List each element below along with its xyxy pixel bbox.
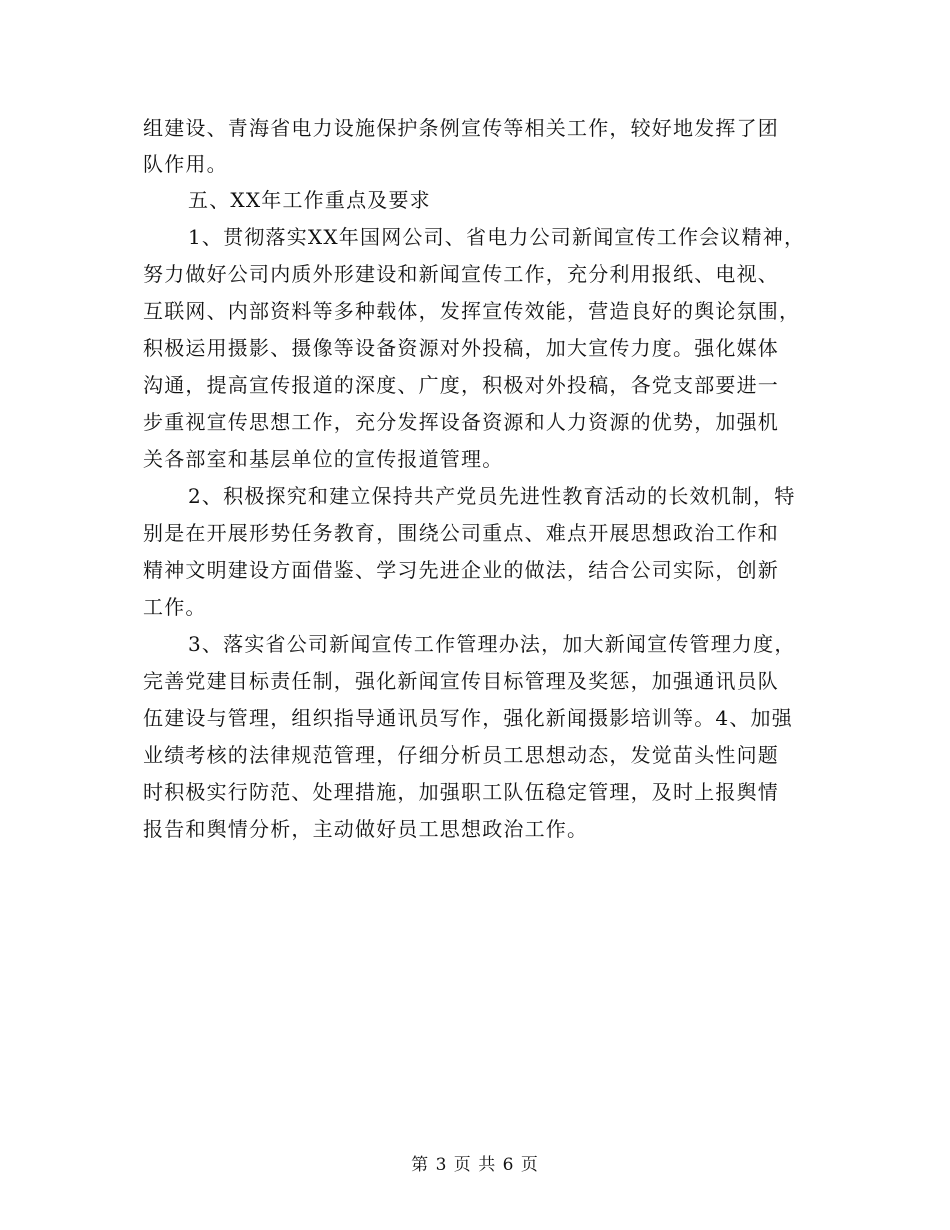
body-text-line: 2、积极探究和建立保持共产党员先进性教育活动的长效机制，特 [188, 484, 796, 508]
body-text-line: 业绩考核的法律规范管理，仔细分析员工思想动态，发觉苗头性问题 [143, 743, 779, 767]
body-text-line: 努力做好公司内质外形建设和新闻宣传工作，充分利用报纸、电视、 [143, 262, 779, 286]
body-text-line: 1、贯彻落实XX年国网公司、省电力公司新闻宣传工作会议精神， [188, 225, 806, 249]
page-number-footer: 第 3 页 共 6 页 [411, 1155, 539, 1175]
body-text-line: 关各部室和基层单位的宣传报道管理。 [143, 447, 504, 471]
body-text-line: 完善党建目标责任制，强化新闻宣传目标管理及奖惩，加强通讯员队 [143, 669, 779, 693]
body-text-line: 3、落实省公司新闻宣传工作管理办法，加大新闻宣传管理力度， [188, 632, 796, 656]
body-text-line: 别是在开展形势任务教育，围绕公司重点、难点开展思想政治工作和 [143, 521, 779, 545]
body-text-line: 伍建设与管理，组织指导通讯员写作，强化新闻摄影培训等。4、加强 [143, 706, 793, 730]
body-text-line: 积极运用摄影、摄像等设备资源对外投稿，加大宣传力度。强化媒体 [143, 336, 779, 360]
body-text-line: 工作。 [143, 595, 207, 619]
section-heading: 五、XX年工作重点及要求 [188, 188, 431, 212]
body-text-line: 时积极实行防范、处理措施，加强职工队伍稳定管理，及时上报舆情 [143, 780, 779, 804]
body-text-line: 组建设、青海省电力设施保护条例宣传等相关工作，较好地发挥了团 [143, 116, 779, 140]
body-text-line: 步重视宣传思想工作，充分发挥设备资源和人力资源的优势，加强机 [143, 410, 779, 434]
body-text-line: 精神文明建设方面借鉴、学习先进企业的做法，结合公司实际，创新 [143, 558, 779, 582]
body-text-line: 沟通，提高宣传报道的深度、广度，积极对外投稿，各党支部要进一 [143, 373, 779, 397]
body-text-line: 报告和舆情分析，主动做好员工思想政治工作。 [143, 817, 589, 841]
body-text-line: 互联网、内部资料等多种载体，发挥宣传效能，营造良好的舆论氛围， [143, 299, 801, 323]
body-text-line: 队作用。 [143, 152, 228, 176]
